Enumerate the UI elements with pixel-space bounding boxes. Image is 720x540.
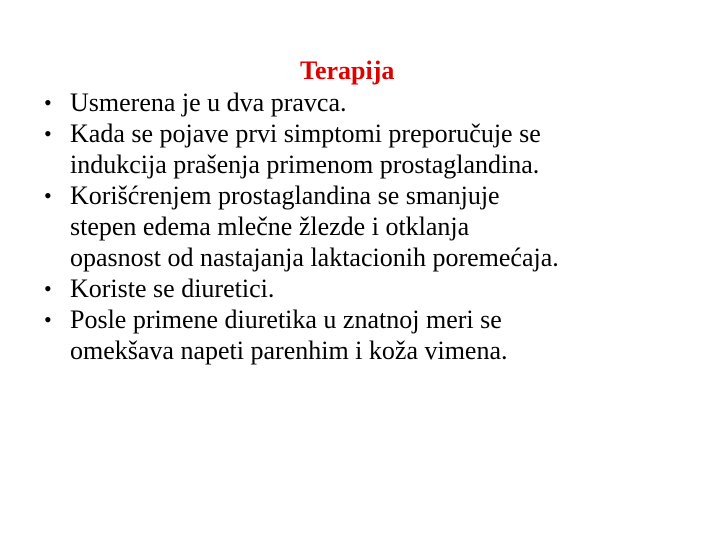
bullet-dot-icon: • (44, 183, 52, 208)
bullet-text-line: indukcija prašenja primenom prostaglandina. (70, 150, 540, 179)
bullet-text-line: Posle primene diuretika u znatnoj meri se (70, 305, 502, 334)
bullet-text-line: stepen edema mlečne žlezde i otklanja (70, 212, 470, 241)
bullet-item (44, 304, 684, 366)
bullet-dot-icon: • (44, 276, 52, 301)
bullet-dot-icon: • (44, 121, 52, 146)
bullet-text-line: Kada se pojave prvi simptomi preporučuje se (70, 119, 541, 148)
bullet-item (44, 118, 684, 180)
bullet-text-line: Koriste se diuretici. (70, 274, 275, 303)
bullet-item (44, 87, 684, 118)
bullet-text-line: opasnost od nastajanja laktacionih poremećaja. (70, 243, 559, 272)
bullet-list (44, 87, 684, 366)
bullet-text-line: Usmerena je u dva pravca. (70, 88, 347, 117)
bullet-text-line: omekšava napeti parenhim i koža vimena. (70, 336, 508, 365)
bullet-item (44, 180, 684, 273)
slide-title: Terapija (300, 56, 395, 85)
bullet-text-line: Korišćrenjem prostaglandina se smanjuje (70, 181, 500, 210)
bullet-dot-icon: • (44, 90, 52, 115)
bullet-item (44, 273, 684, 304)
bullet-dot-icon: • (44, 307, 52, 332)
